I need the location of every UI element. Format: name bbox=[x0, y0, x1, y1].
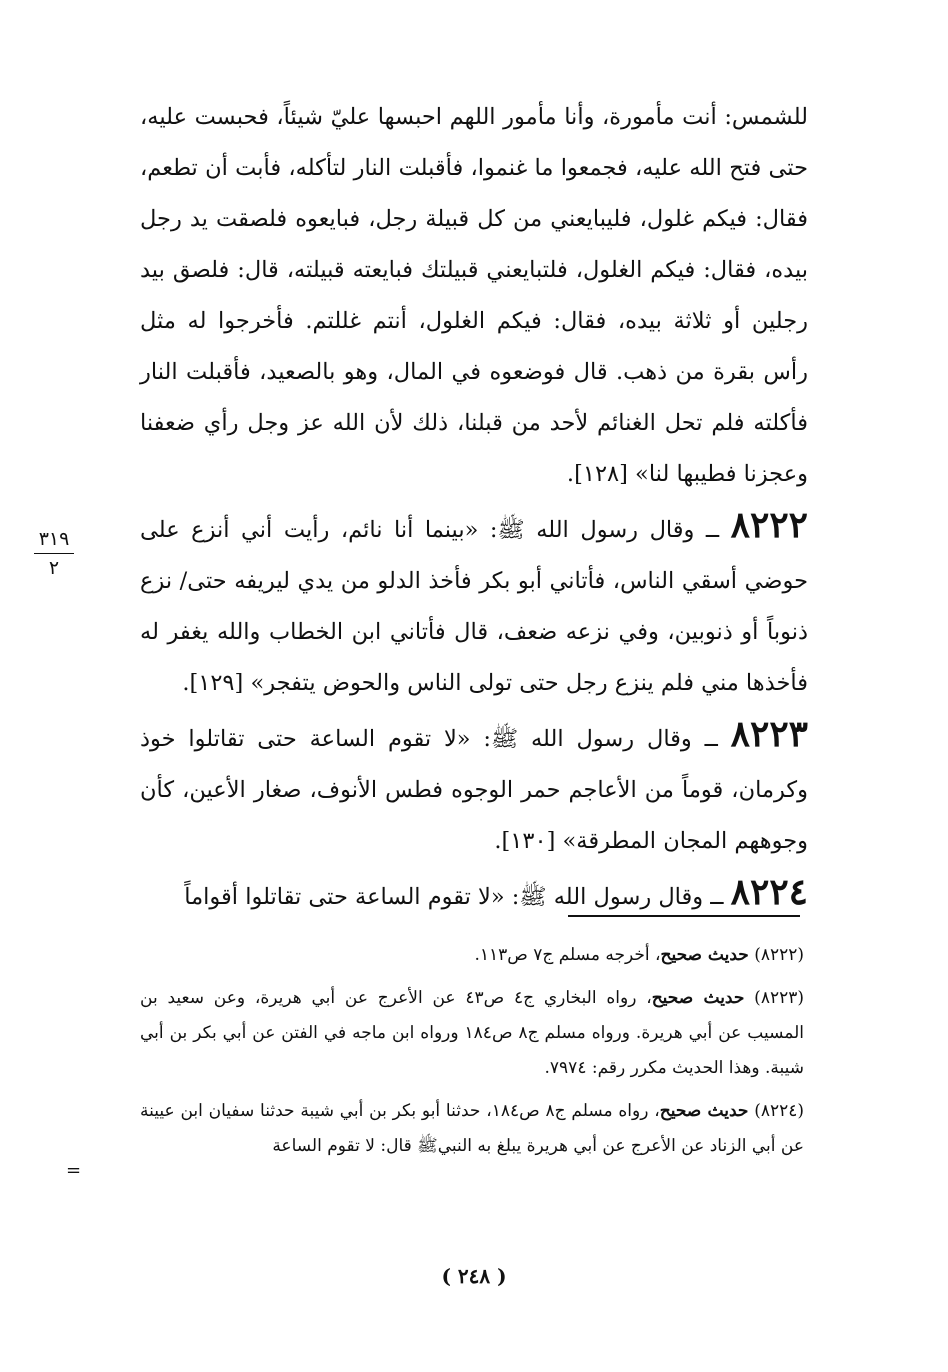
continuation-mark: = bbox=[66, 1160, 82, 1181]
footnote-label: حديث صحيح bbox=[651, 988, 745, 1008]
margin-reference bbox=[28, 528, 80, 579]
hadith-text: ــ وقال رسول الله ﷺ: «لا تقوم الساعة حتى تقاتلوا أقواماً bbox=[184, 884, 724, 910]
footnote-text: ، أخرجه مسلم ج٧ ص١١٣. bbox=[474, 945, 661, 965]
paragraph-continuation: للشمس: أنت مأمورة، وأنا مأمور اللهم احبسها عليّ شيئاً، فحبست عليه، حتى فتح الله عليه، فجمعوا ما غنموا، فأقبلت النار لتأكله، فأبت أن تطعم، فقال: فيكم غلول، فليبايعني من كل قبيلة رجل، فبايعوه فلصقت يد رجل بيده، فقال: فيكم الغلول، فلتبايعني قبيلتك فبايعته قبيلته، قال: فلصق بيد رجلين أو ثلاثة بيده، فقال: فيكم الغلول، أنتم غللتم. فأخرجوا له مثل رأس بقرة من ذهب. قال فوضعوه في المال، وهو بالصعيد، فأقبلت النار فأكلته فلم تحل الغنائم لأحد من قبلنا، ذلك لأن الله عز وجل رأي ضعفنا وعجزنا فطيبها لنا» [١٢٨]. bbox=[140, 104, 808, 487]
margin-part: ٢ bbox=[48, 557, 60, 579]
footnote-label: حديث صحيح bbox=[659, 1101, 749, 1121]
footnote-text: ، رواه مسلم ج٨ ص١٨٤، حدثنا أبو بكر بن أبي شيبة حدثنا سفيان ابن عيينة عن أبي الزناد عن الأعرج عن أبي هريرة يبلغ به النبيﷺ قال: لا تقوم الساعة bbox=[140, 1101, 804, 1156]
margin-volume: ٣١٩ bbox=[38, 528, 70, 550]
footnote-ref: (٨٢٢٢) bbox=[754, 945, 804, 965]
hadith-text: ــ وقال رسول الله ﷺ: «لا تقوم الساعة حتى تقاتلوا خوذ وكرمان، قوماً من الأعاجم حمر الوجوه فطس الأنوف، صغار الأعين، كأن وجوههم المجان المطرقة» [١٣٠]. bbox=[140, 726, 808, 854]
page-number: ( ٢٤٨ ) bbox=[441, 1264, 507, 1288]
hadith-number: ٨٢٢٤ bbox=[730, 871, 808, 913]
footnote-8222 bbox=[140, 938, 804, 973]
footnote-label: حديث صحيح bbox=[660, 945, 749, 965]
hadith-text: ــ وقال رسول الله ﷺ: «بينما أنا نائم، رأيت أني أنزع على حوضي أسقي الناس، فأتاني أبو بكر فأخذ الدلو من يدي ليريفه حتى/ نزع ذنوباً أو ذنوبين، وفي نزعه ضعف، قال فأتاني ابن الخطاب والله يغفر له فأخذها مني فلم ينزع رجل حتى تولى الناس والحوض يتفجر» [١٢٩]. bbox=[140, 517, 808, 696]
hadith-8223 bbox=[140, 709, 808, 867]
footnote-8223 bbox=[140, 981, 804, 1086]
hadith-number: ٨٢٢٣ bbox=[730, 713, 808, 755]
footnote-ref: (٨٢٢٣) bbox=[754, 988, 804, 1008]
footnote-separator bbox=[568, 915, 800, 917]
hadith-8222 bbox=[140, 500, 808, 709]
footnote-ref: (٨٢٢٤) bbox=[754, 1101, 805, 1121]
footnotes-block bbox=[140, 938, 804, 1172]
margin-divider bbox=[34, 553, 74, 554]
hadith-number: ٨٢٢٢ bbox=[730, 504, 808, 546]
footnote-text: ، رواه البخاري ج٤ ص٤٣ عن الأعرج عن أبي هريرة، وعن سعيد بن المسيب عن أبي هريرة. ورواه مسلم ج٨ ص١٨٤ ورواه ابن ماجه في الفتن عن أبي بكر بن أبي شيبة. وهذا الحديث مكرر رقم: ٧٩٧٤. bbox=[140, 988, 804, 1078]
footnote-8224 bbox=[140, 1094, 804, 1164]
main-text-block bbox=[140, 92, 808, 923]
